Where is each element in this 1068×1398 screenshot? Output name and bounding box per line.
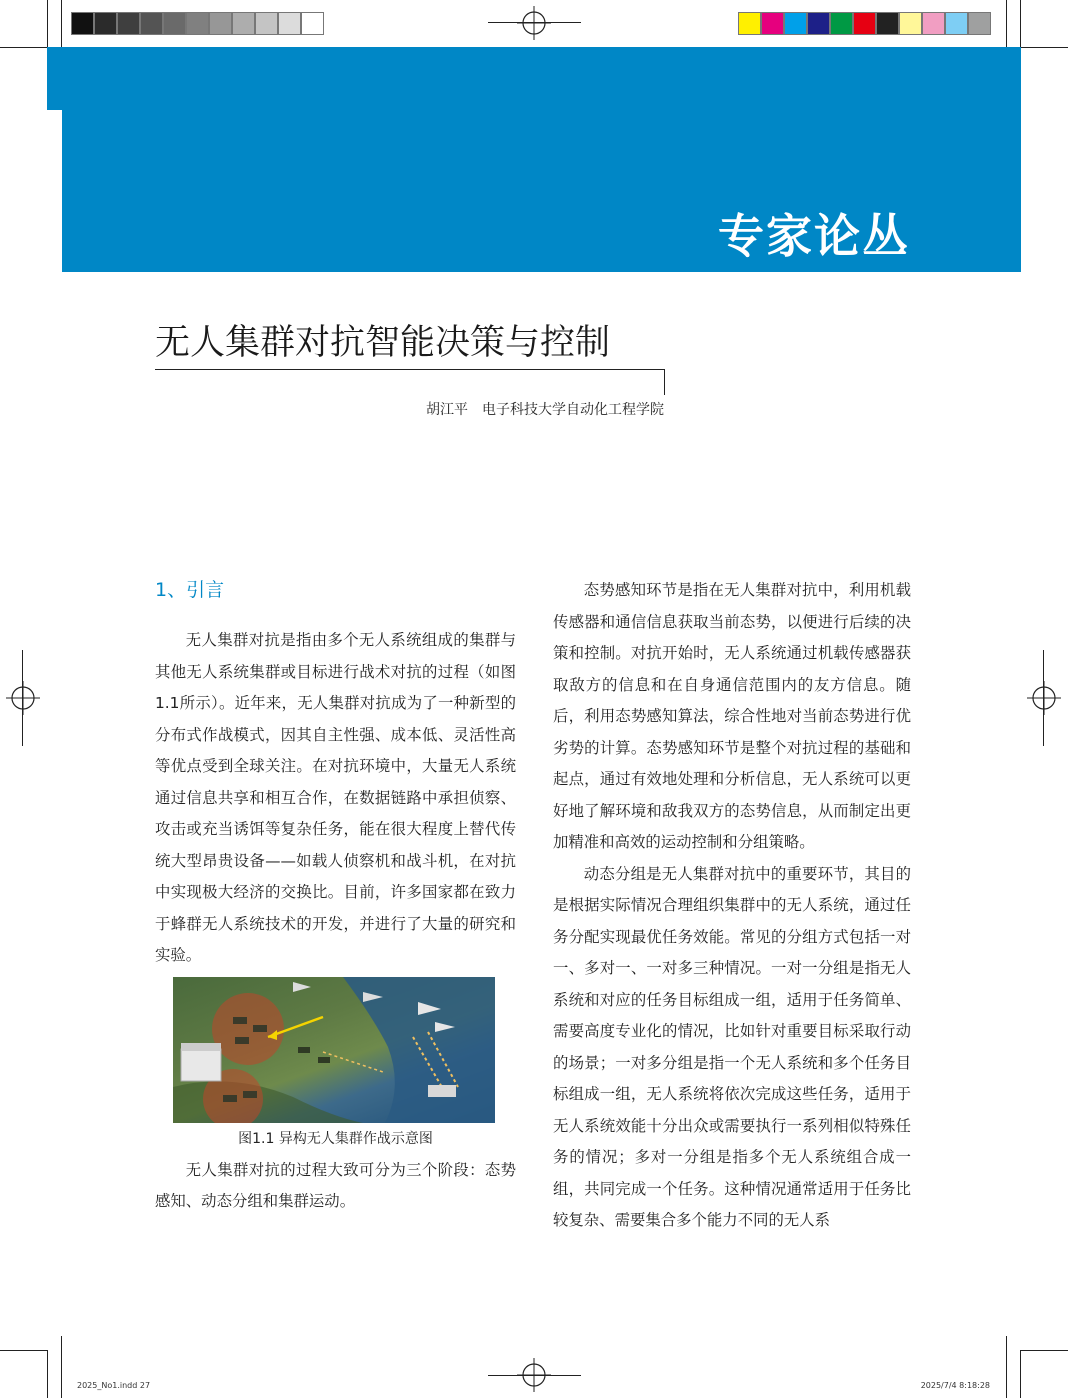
color-swatch	[945, 12, 968, 35]
color-swatch	[761, 12, 784, 35]
registration-line	[1043, 650, 1044, 746]
author-affiliation: 电子科技大学自动化工程学院	[482, 402, 664, 418]
footer-timestamp: 2025/7/4 8:18:28	[920, 1381, 990, 1390]
crop-mark	[61, 1336, 62, 1398]
registration-mark-icon	[517, 6, 551, 40]
color-swatch	[278, 12, 301, 35]
article-title: 无人集群对抗智能决策与控制	[155, 323, 611, 363]
crop-mark	[1020, 47, 1068, 48]
color-swatch	[807, 12, 830, 35]
left-column	[155, 575, 516, 1218]
crop-mark	[1020, 1350, 1021, 1398]
registration-line	[22, 650, 23, 746]
swarm-battle-illustration	[173, 977, 495, 1123]
crop-mark	[0, 1350, 48, 1351]
color-swatch	[94, 12, 117, 35]
grayscale-color-bar	[71, 12, 324, 35]
color-swatch	[117, 12, 140, 35]
color-swatch	[899, 12, 922, 35]
body-paragraph: 态势感知环节是指在无人集群对抗中，利用机载传感器和通信信息获取当前态势，以便进行后续的决策和控制。对抗开始时，无人系统通过机载传感器获取敌方的信息和在自身通信范围内的友方信息。随后，利用态势感知算法，综合性地对当前态势进行优劣势的计算。态势感知环节是整个对抗过程的基础和起点，通过有效地处理和分析信息，无人系统可以更好地了解环境和敌我双方的态势信息，从而制定出更加精准和高效的运动控制和分组策略。	[553, 581, 911, 851]
process-color-bar	[738, 12, 991, 35]
body-paragraph: 无人集群对抗的过程大致可分为三个阶段：态势感知、动态分组和集群运动。	[155, 1160, 516, 1210]
crop-mark	[1020, 1350, 1068, 1351]
title-rule-tick	[664, 369, 665, 395]
section-heading: 1、引言	[155, 579, 225, 601]
color-swatch	[876, 12, 899, 35]
color-swatch	[830, 12, 853, 35]
author-name: 胡江平	[426, 402, 468, 418]
footer-file-slug: 2025_No1.indd 27	[77, 1381, 151, 1390]
section-label: 专家论丛	[718, 209, 910, 263]
registration-line	[488, 22, 581, 23]
byline	[426, 399, 664, 419]
header-tab	[47, 47, 62, 110]
color-swatch	[255, 12, 278, 35]
crop-mark	[47, 0, 48, 48]
crop-mark	[0, 47, 48, 48]
color-swatch	[738, 12, 761, 35]
title-underline	[155, 369, 665, 370]
color-swatch	[71, 12, 94, 35]
color-swatch	[301, 12, 324, 35]
registration-line	[488, 1375, 581, 1376]
color-swatch	[209, 12, 232, 35]
color-swatch	[140, 12, 163, 35]
color-swatch	[784, 12, 807, 35]
color-swatch	[853, 12, 876, 35]
color-swatch	[186, 12, 209, 35]
color-swatch	[232, 12, 255, 35]
figure-image	[173, 977, 495, 1123]
body-paragraph: 动态分组是无人集群对抗中的重要环节，其目的是根据实际情况合理组织集群中的无人系统，通过任务分配实现最优任务效能。常见的分组方式包括一对一、多对一、一对多三种情况。一对一分组是指无人系统和对应的任务目标组成一组，适用于任务简单、需要高度专业化的情况，比如针对重要目标采取行动的场景；一对多分组是指一个无人系统和多个任务目标组成一组，无人系统将依次完成这些任务，适用于无人系统效能十分出众或需要执行一系列相似特殊任务的情况；多对一分组是指多个无人系统组合成一组，共同完成一个任务。这种情况通常适用于任务比较复杂、需要集合多个能力不同的无人系	[553, 864, 911, 1229]
color-swatch	[968, 12, 991, 35]
color-swatch	[163, 12, 186, 35]
crop-mark	[1020, 0, 1021, 48]
body-paragraph: 无人集群对抗是指由多个无人系统组成的集群与其他无人系统集群或目标进行战术对抗的过程（如图1.1所示）。近年来，无人集群对抗成为了一种新型的分布式作战模式，因其自主性强、成本低、灵活性高等优点受到全球关注。在对抗环境中，大量无人系统通过信息共享和相互合作，在数据链路中承担侦察、攻击或充当诱饵等复杂任务，能在很大程度上替代传统大型昂贵设备——如载人侦察机和战斗机，在对抗中实现极大经济的交换比。目前，许多国家都在致力于蜂群无人系统技术的开发，并进行了大量的研究和实验。	[155, 631, 516, 964]
crop-mark	[1006, 1336, 1007, 1398]
registration-mark-icon	[1027, 681, 1061, 715]
crop-mark	[47, 1350, 48, 1398]
right-column	[553, 575, 911, 1237]
color-swatch	[922, 12, 945, 35]
registration-mark-icon	[6, 681, 40, 715]
figure-caption: 图1.1 异构无人集群作战示意图	[238, 1130, 433, 1147]
